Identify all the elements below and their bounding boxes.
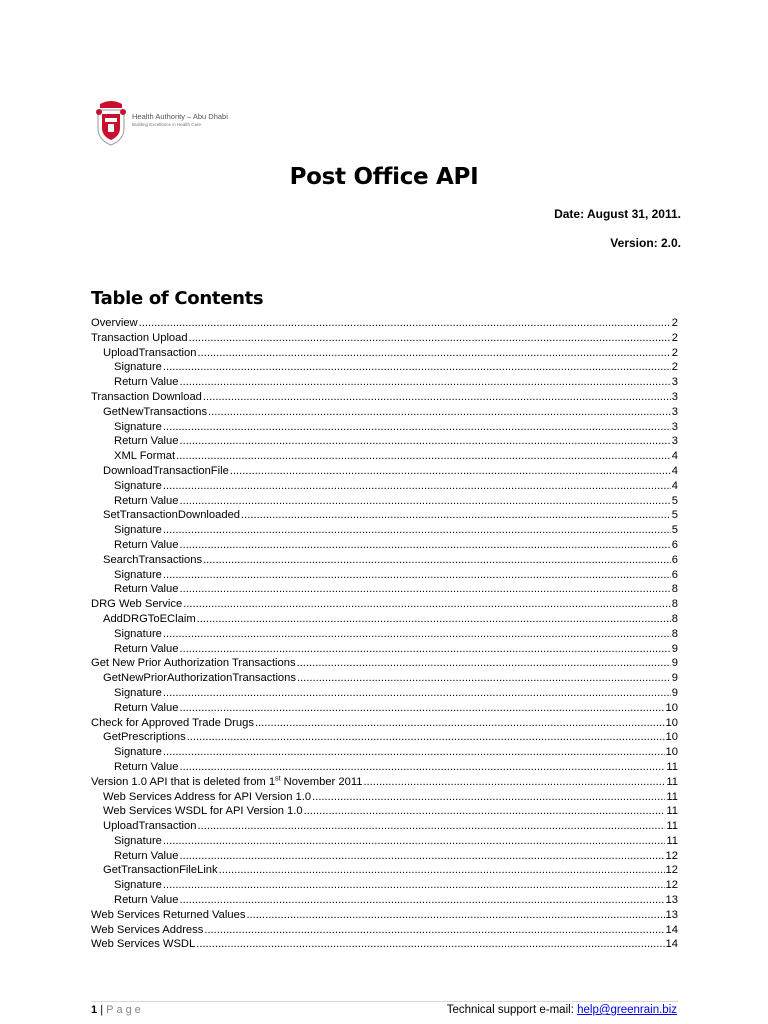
- toc-entry-page: 2: [671, 361, 678, 374]
- page-word: Page: [106, 1004, 144, 1016]
- toc-leader-dots: [297, 656, 671, 671]
- toc-entry-page: 9: [671, 657, 678, 670]
- toc-entry[interactable]: [91, 494, 678, 509]
- toc-entry-page: 4: [671, 450, 678, 463]
- toc-entry-label: Transaction Upload: [91, 331, 188, 344]
- toc-leader-dots: [203, 553, 671, 568]
- toc-entry-label: Web Services Address for API Version 1.0: [103, 790, 312, 803]
- toc-entry[interactable]: [91, 627, 678, 642]
- toc-entry[interactable]: [91, 612, 678, 627]
- toc-leader-dots: [163, 360, 671, 375]
- toc-entry-label: Web Services WSDL: [91, 938, 196, 951]
- toc-entry-label: Signature: [114, 420, 162, 433]
- toc-leader-dots: [179, 582, 670, 597]
- toc-entry-label: Get New Prior Authorization Transactions: [91, 657, 296, 670]
- toc-entry-page: 2: [671, 331, 678, 344]
- toc-entry-page: 3: [671, 390, 678, 403]
- toc-entry-page: 2: [671, 317, 678, 329]
- toc-leader-dots: [198, 819, 666, 834]
- toc-entry-page: 11: [666, 790, 678, 803]
- toc-entry[interactable]: [91, 538, 678, 553]
- toc-entry-page: 11: [666, 805, 678, 818]
- document-title: Post Office API: [289, 164, 479, 190]
- haad-emblem-icon: [94, 100, 128, 146]
- toc-entry-page: 4: [671, 479, 678, 492]
- toc-entry-label: GetPrescriptions: [103, 731, 186, 744]
- toc-leader-dots: [255, 716, 665, 731]
- toc-entry-label: Web Services WSDL for API Version 1.0: [103, 805, 303, 818]
- toc-entry[interactable]: [91, 908, 678, 923]
- toc-leader-dots: [179, 893, 664, 908]
- toc-entry[interactable]: [91, 553, 678, 568]
- footer-page-indicator: [91, 1004, 144, 1016]
- toc-entry[interactable]: [91, 701, 678, 716]
- toc-entry[interactable]: [91, 449, 678, 464]
- toc-leader-dots: [187, 730, 665, 745]
- toc-entry-page: 10: [665, 746, 678, 759]
- toc-entry-page: 13: [665, 894, 678, 907]
- toc-entry[interactable]: [91, 346, 678, 361]
- toc-entry[interactable]: [91, 568, 678, 583]
- toc-leader-dots: [163, 834, 665, 849]
- toc-entry-page: 5: [671, 524, 678, 537]
- toc-entry[interactable]: [91, 508, 678, 523]
- toc-leader-dots: [163, 627, 671, 642]
- toc-leader-dots: [241, 508, 671, 523]
- toc-leader-dots: [246, 908, 664, 923]
- toc-entry[interactable]: [91, 760, 678, 775]
- toc-entry-label: Signature: [114, 834, 162, 847]
- toc-entry[interactable]: [91, 849, 678, 864]
- toc-entry-page: 13: [665, 908, 678, 921]
- toc-entry-page: 6: [671, 538, 678, 551]
- toc-leader-dots: [183, 597, 671, 612]
- toc-entry[interactable]: [91, 790, 678, 805]
- toc-entry-label: Web Services Returned Values: [91, 908, 246, 921]
- toc-leader-dots: [203, 390, 671, 405]
- toc-entry-label: Signature: [114, 524, 162, 537]
- toc-leader-dots: [163, 745, 665, 760]
- toc-entry-label: Signature: [114, 746, 162, 759]
- support-label: Technical support e-mail:: [446, 1004, 574, 1016]
- toc-entry-label: Transaction Download: [91, 390, 202, 403]
- footer-support: [447, 1004, 677, 1016]
- toc-entry[interactable]: [91, 360, 678, 375]
- toc-leader-dots: [179, 701, 664, 716]
- toc-entry[interactable]: [91, 523, 678, 538]
- footer-divider: [91, 1001, 678, 1002]
- toc-leader-dots: [230, 464, 671, 479]
- toc-leader-dots: [163, 568, 671, 583]
- toc-entry-label: Return Value: [114, 435, 179, 448]
- toc-entry[interactable]: [91, 834, 678, 849]
- toc-entry[interactable]: [91, 479, 678, 494]
- toc-entry-page: 11: [666, 834, 678, 847]
- toc-entry-label: GetNewPriorAuthorizationTransactions: [103, 672, 296, 685]
- toc-leader-dots: [179, 494, 670, 509]
- toc-entry-page: 4: [671, 464, 678, 477]
- toc-leader-dots: [179, 375, 670, 390]
- toc-entry[interactable]: [91, 937, 678, 952]
- toc-entry-label: Return Value: [114, 760, 179, 773]
- toc-entry-label: Signature: [114, 479, 162, 492]
- toc-entry[interactable]: [91, 775, 678, 790]
- toc-leader-dots: [139, 316, 671, 331]
- toc-entry-label: Version 1.0 API that is deleted from 1st November 2011: [91, 774, 363, 788]
- document-version: Version: 2.0.: [610, 236, 681, 250]
- toc-leader-dots: [304, 804, 666, 819]
- toc-leader-dots: [198, 346, 671, 361]
- toc-entry-page: 8: [671, 627, 678, 640]
- toc-entry[interactable]: [91, 405, 678, 420]
- toc-leader-dots: [163, 686, 671, 701]
- logo: [94, 100, 254, 146]
- toc-entry-page: 12: [665, 879, 678, 892]
- toc-entry-label: Return Value: [114, 538, 179, 551]
- toc-entry-label: XML Format: [114, 450, 176, 463]
- toc-entry[interactable]: [91, 390, 678, 405]
- page-number: 1: [91, 1004, 98, 1016]
- toc-entry-label: Web Services Address: [91, 923, 204, 936]
- toc-entry-label: Return Value: [114, 583, 179, 596]
- toc-entry-page: 11: [666, 775, 678, 788]
- toc-entry-page: 9: [671, 672, 678, 685]
- toc-entry-page: 6: [671, 568, 678, 581]
- toc-entry[interactable]: [91, 331, 678, 346]
- logo-subtitle: Building Excellence in Health Care: [132, 122, 202, 127]
- toc-entry-page: 6: [671, 553, 678, 566]
- toc-entry-page: 3: [671, 405, 678, 418]
- toc-entry[interactable]: [91, 316, 678, 331]
- toc-entry-page: 11: [666, 760, 678, 773]
- toc-leader-dots: [312, 790, 665, 805]
- toc-leader-dots: [297, 671, 671, 686]
- toc-entry[interactable]: [91, 434, 678, 449]
- toc-entry[interactable]: [91, 582, 678, 597]
- toc-leader-dots: [179, 760, 665, 775]
- toc-leader-dots: [204, 923, 664, 938]
- toc-entry-page: 14: [665, 923, 678, 936]
- toc-leader-dots: [179, 642, 670, 657]
- toc-entry-label: Signature: [114, 361, 162, 374]
- toc-entry[interactable]: [91, 671, 678, 686]
- toc-leader-dots: [197, 612, 671, 627]
- toc-entry-label: Return Value: [114, 376, 179, 389]
- toc-entry-label: Return Value: [114, 642, 179, 655]
- toc-entry-page: 9: [671, 686, 678, 699]
- toc-entry-label: Signature: [114, 879, 162, 892]
- toc-entry[interactable]: [91, 745, 678, 760]
- toc-leader-dots: [163, 523, 671, 538]
- toc-entry[interactable]: [91, 686, 678, 701]
- toc-entry[interactable]: [91, 893, 678, 908]
- toc-entry-label: Return Value: [114, 494, 179, 507]
- toc-entry-page: 8: [671, 583, 678, 596]
- toc-entry-label: GetTransactionFileLink: [103, 864, 218, 877]
- toc-entry-page: 5: [671, 509, 678, 522]
- toc-entry[interactable]: [91, 863, 678, 878]
- toc-entry-page: 12: [665, 849, 678, 862]
- toc-entry-page: 8: [671, 612, 678, 625]
- toc-leader-dots: [176, 449, 671, 464]
- toc-entry-label: DRG Web Service: [91, 598, 183, 611]
- toc-leader-dots: [163, 479, 671, 494]
- toc-entry-label: UploadTransaction: [103, 820, 197, 833]
- toc-entry-page: 3: [671, 420, 678, 433]
- toc-entry[interactable]: [91, 420, 678, 435]
- toc-leader-dots: [196, 937, 664, 952]
- toc-entry-page: 14: [665, 938, 678, 951]
- toc-entry[interactable]: [91, 819, 678, 834]
- toc-entry-page: 10: [665, 731, 678, 744]
- toc-entry[interactable]: [91, 464, 678, 479]
- table-of-contents: [91, 316, 678, 952]
- toc-leader-dots: [163, 878, 665, 893]
- toc-leader-dots: [363, 775, 665, 790]
- toc-entry-label: Signature: [114, 627, 162, 640]
- toc-entry-label: Overview: [91, 317, 138, 329]
- toc-entry-page: 8: [671, 598, 678, 611]
- toc-entry[interactable]: [91, 878, 678, 893]
- toc-entry-page: 10: [665, 701, 678, 714]
- toc-entry[interactable]: [91, 923, 678, 938]
- toc-leader-dots: [189, 331, 671, 346]
- toc-entry-label: Return Value: [114, 849, 179, 862]
- toc-entry-page: 11: [666, 820, 678, 833]
- toc-entry-label: Check for Approved Trade Drugs: [91, 716, 254, 729]
- toc-entry-page: 5: [671, 494, 678, 507]
- toc-entry-label: UploadTransaction: [103, 346, 197, 359]
- toc-leader-dots: [179, 434, 670, 449]
- toc-entry[interactable]: [91, 716, 678, 731]
- toc-entry[interactable]: [91, 730, 678, 745]
- logo-title: Health Authority – Abu Dhabi: [132, 112, 228, 121]
- toc-entry-page: 10: [665, 716, 678, 729]
- toc-leader-dots: [179, 538, 670, 553]
- toc-leader-dots: [179, 849, 664, 864]
- toc-entry-label: SetTransactionDownloaded: [103, 509, 241, 522]
- toc-entry-label: Return Value: [114, 701, 179, 714]
- support-email-link[interactable]: help@greenrain.biz: [577, 1004, 677, 1016]
- toc-entry-label: AddDRGToEClaim: [103, 612, 196, 625]
- toc-entry[interactable]: [91, 642, 678, 657]
- toc-entry-label: SearchTransactions: [103, 553, 203, 566]
- toc-entry-page: 12: [665, 864, 678, 877]
- toc-entry-page: 3: [671, 435, 678, 448]
- document-date: Date: August 31, 2011.: [554, 207, 681, 221]
- toc-entry[interactable]: [91, 656, 678, 671]
- toc-leader-dots: [163, 420, 671, 435]
- toc-entry-label: Signature: [114, 568, 162, 581]
- toc-leader-dots: [219, 863, 665, 878]
- toc-entry-label: DownloadTransactionFile: [103, 464, 229, 477]
- toc-entry[interactable]: [91, 375, 678, 390]
- toc-entry-label: GetNewTransactions: [103, 405, 208, 418]
- toc-heading: Table of Contents: [91, 288, 264, 309]
- toc-entry-label: Signature: [114, 686, 162, 699]
- page-separator: |: [100, 1004, 104, 1016]
- toc-entry-label: Return Value: [114, 894, 179, 907]
- toc-entry-page: 9: [671, 642, 678, 655]
- toc-entry-page: 2: [671, 346, 678, 359]
- toc-leader-dots: [208, 405, 671, 420]
- toc-entry-page: 3: [671, 376, 678, 389]
- toc-entry[interactable]: [91, 804, 678, 819]
- toc-entry[interactable]: [91, 597, 678, 612]
